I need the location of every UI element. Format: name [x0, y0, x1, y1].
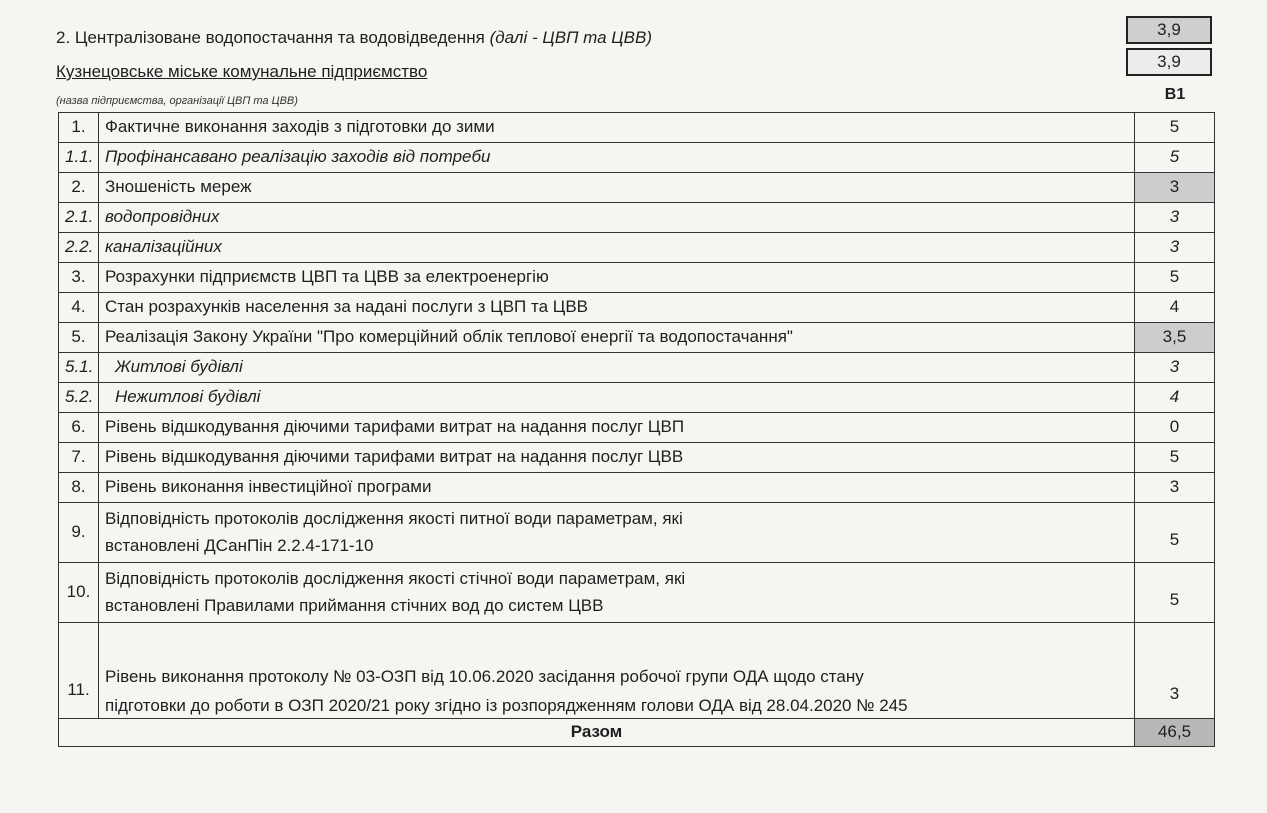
table-row — [59, 173, 1215, 203]
row-text: Реалізація Закону України "Про комерційний облік теплової енергії та водопостачання" — [99, 323, 1135, 353]
row-text: водопровідних — [99, 203, 1135, 233]
table-row — [59, 503, 1215, 563]
section-title-text: 2. Централізоване водопостачання та водовідведення — [56, 28, 485, 47]
table-row — [59, 563, 1215, 623]
row-number: 1.1. — [59, 143, 99, 173]
row-text-line: Відповідність протоколів дослідження якості стічної води параметрам, які — [105, 569, 686, 589]
row-number: 5. — [59, 323, 99, 353]
row-text: Рівень відшкодування діючими тарифами витрат на надання послуг ЦВВ — [99, 443, 1135, 473]
row-number: 2. — [59, 173, 99, 203]
section-note: (далі - ЦВП та ЦВВ) — [489, 28, 652, 47]
row-value: 5 — [1135, 443, 1215, 473]
row-text-line: Відповідність протоколів дослідження якості питної води параметрам, які — [105, 509, 683, 529]
table-row — [59, 233, 1215, 263]
organization-caption: (назва підприємства, організації ЦВП та ЦВВ) — [56, 95, 298, 107]
row-number: 11. — [59, 623, 99, 719]
table-row — [59, 203, 1215, 233]
total-label: Разом — [59, 719, 1135, 747]
organization-name: Кузнецовське міське комунальне підприємство — [56, 62, 428, 81]
row-value: 5 — [1135, 143, 1215, 173]
total-value: 46,5 — [1135, 719, 1215, 747]
table-row — [59, 383, 1215, 413]
row-value: 3 — [1135, 173, 1215, 203]
row-text-block — [99, 623, 1135, 719]
row-text: Зношеність мереж — [99, 173, 1135, 203]
row-number: 2.2. — [59, 233, 99, 263]
table-row — [59, 353, 1215, 383]
table-row — [59, 473, 1215, 503]
table-row — [59, 623, 1215, 719]
row-number: 7. — [59, 443, 99, 473]
row-value: 3 — [1135, 203, 1215, 233]
row-value: 3 — [1135, 233, 1215, 263]
row-value: 4 — [1135, 383, 1215, 413]
row-text-block — [99, 503, 1135, 563]
row-text: Профінансавано реалізацію заходів від потреби — [99, 143, 1135, 173]
row-text: Нежитлові будівлі — [99, 383, 1135, 413]
table-row — [59, 263, 1215, 293]
row-number: 8. — [59, 473, 99, 503]
row-text: Розрахунки підприємств ЦВП та ЦВВ за електроенергію — [99, 263, 1135, 293]
row-number: 6. — [59, 413, 99, 443]
table-row — [59, 113, 1215, 143]
row-value: 5 — [1135, 263, 1215, 293]
row-text: Стан розрахунків населення за надані послуги з ЦВП та ЦВВ — [99, 293, 1135, 323]
score-box-1: 3,9 — [1126, 16, 1212, 44]
row-number: 5.2. — [59, 383, 99, 413]
row-value: 3 — [1135, 473, 1215, 503]
row-text-line: Рівень виконання протоколу № 03-ОЗП від 10.06.2020 засідання робочої групи ОДА щодо стану — [105, 667, 864, 687]
row-text-line: підготовки до роботи в ОЗП 2020/21 року згідно із розпорядженням голови ОДА від 28.04.2020 № 245 — [105, 695, 908, 715]
row-value: 3,5 — [1135, 323, 1215, 353]
row-number: 4. — [59, 293, 99, 323]
row-number: 1. — [59, 113, 99, 143]
row-number: 5.1. — [59, 353, 99, 383]
row-value: 3 — [1135, 353, 1215, 383]
table-row — [59, 413, 1215, 443]
row-text-line: встановлені Правилами приймання стічних вод до систем ЦВВ — [105, 595, 604, 615]
row-value: 4 — [1135, 293, 1215, 323]
table-row — [59, 293, 1215, 323]
row-text: Фактичне виконання заходів з підготовки до зими — [99, 113, 1135, 143]
row-value: 5 — [1135, 503, 1215, 563]
row-number: 2.1. — [59, 203, 99, 233]
total-row — [59, 719, 1215, 747]
row-value: 0 — [1135, 413, 1215, 443]
row-value: 3 — [1135, 623, 1215, 719]
row-text: Рівень відшкодування діючими тарифами витрат на надання послуг ЦВП — [99, 413, 1135, 443]
criteria-table — [58, 112, 1215, 747]
row-text: каналізаційних — [99, 233, 1135, 263]
column-header: B1 — [1164, 86, 1186, 103]
row-value: 5 — [1135, 113, 1215, 143]
row-value: 5 — [1135, 563, 1215, 623]
section-title — [56, 28, 652, 48]
row-number: 3. — [59, 263, 99, 293]
row-text: Рівень виконання інвестиційної програми — [99, 473, 1135, 503]
row-number: 10. — [59, 563, 99, 623]
table-row — [59, 323, 1215, 353]
table-row — [59, 443, 1215, 473]
row-text-block — [99, 563, 1135, 623]
row-text-line: встановлені ДСанПін 2.2.4-171-10 — [105, 535, 374, 555]
row-text: Житлові будівлі — [99, 353, 1135, 383]
row-number: 9. — [59, 503, 99, 563]
score-box-2: 3,9 — [1126, 48, 1212, 76]
table-row — [59, 143, 1215, 173]
